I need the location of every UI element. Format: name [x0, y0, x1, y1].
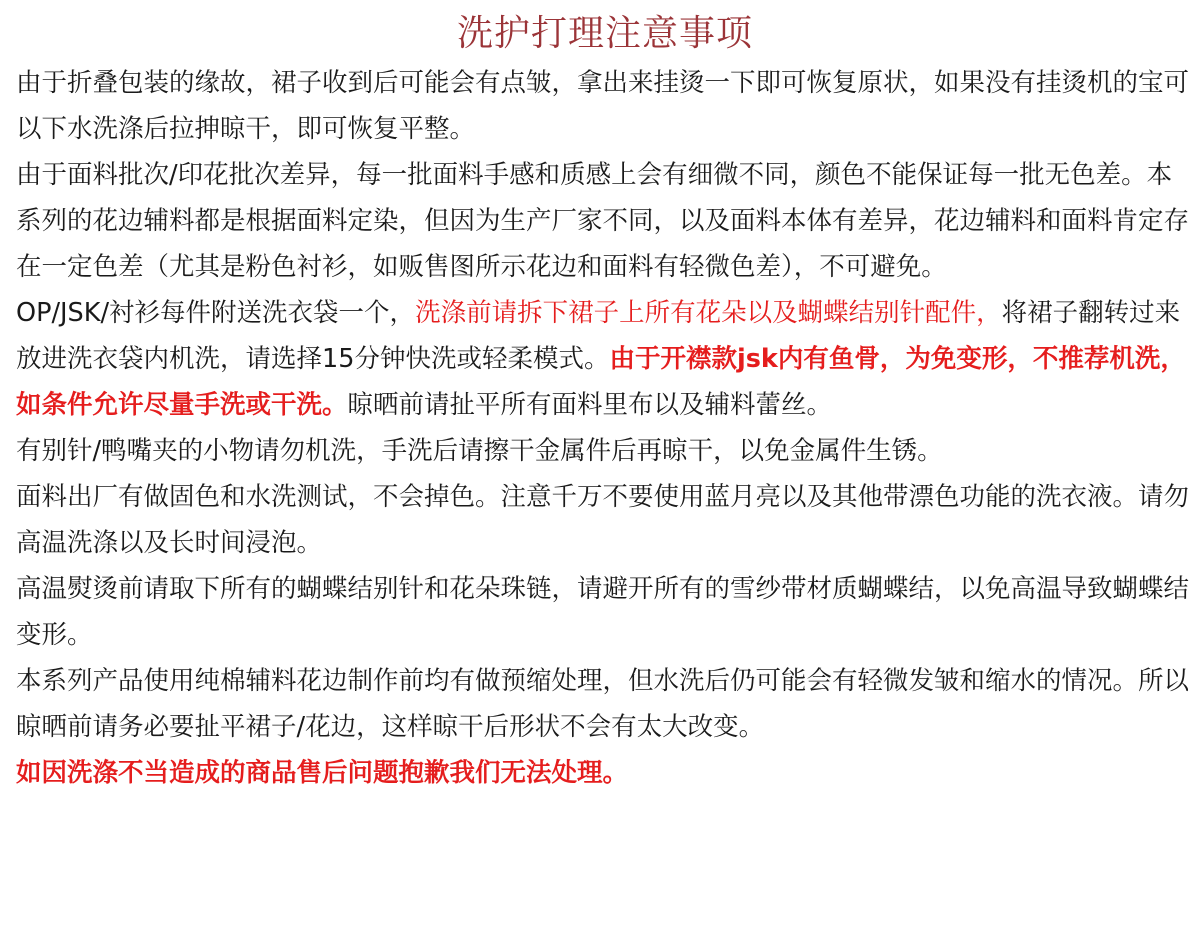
- no-machine-wash-warning: 由于开襟款jsk内有鱼骨，为免变形，不推荐机洗，如条件允许尽量手洗或干洗。: [16, 344, 1186, 420]
- machine-wash-text: 将裙子翻转过来放进洗衣袋内机洗，请选择15分钟快洗或轻柔模式。: [16, 298, 1181, 374]
- page-title: 洗护打理注意事项: [456, 13, 753, 54]
- paragraph-metal-parts: 有别针/鸭嘴夹的小物请勿机洗，手洗后请擦干金属件后再晾干，以免金属件生锈。: [16, 436, 943, 466]
- paragraph-colorfast: 面料出厂有做固色和水洗测试，不会掉色。注意千万不要使用蓝月亮以及其他带漂色功能的洗衣液。请勿高温洗涤以及长时间浸泡。: [16, 482, 1190, 558]
- paragraph-color-difference: 由于面料批次/印花批次差异，每一批面料手感和质感上会有细微不同，颜色不能保证每一批无色差。本系列的花边辅料都是根据面料定染，但因为生产厂家不同，以及面料本体有差异，花边辅料和面料肯定存在一定色差（尤其是粉色衬衫，如贩售图所示花边和面料有轻微色差），不可避免。: [16, 160, 1190, 282]
- wash-bag-text: OP/JSK/衬衫每件附送洗衣袋一个，: [16, 298, 416, 328]
- paragraph-ironing: 高温熨烫前请取下所有的蝴蝶结别针和花朵珠链，请避开所有的雪纱带材质蝴蝶结，以免高温导致蝴蝶结变形。: [16, 574, 1190, 650]
- remove-accessories-warning: 洗涤前请拆下裙子上所有花朵以及蝴蝶结别针配件，: [415, 298, 1002, 328]
- paragraph-wrinkle: 由于折叠包装的缘故，裙子收到后可能会有点皱，拿出来挂烫一下即可恢复原状，如果没有挂烫机的宝可以下水洗涤后拉抻晾干，即可恢复平整。: [16, 68, 1190, 144]
- instructions-body: [16, 60, 1194, 796]
- paragraph-shrinkage: 本系列产品使用纯棉辅料花边制作前均有做预缩处理，但水洗后仍可能会有轻微发皱和缩水的情况。所以晾晒前请务必要扯平裙子/花边，这样晾干后形状不会有太大改变。: [16, 666, 1190, 742]
- paragraph-washing-bag: [16, 290, 1194, 428]
- paragraph-disclaimer: 如因洗涤不当造成的商品售后问题抱歉我们无法处理。: [16, 758, 629, 788]
- drying-text: 晾晒前请扯平所有面料里布以及辅料蕾丝。: [347, 390, 833, 420]
